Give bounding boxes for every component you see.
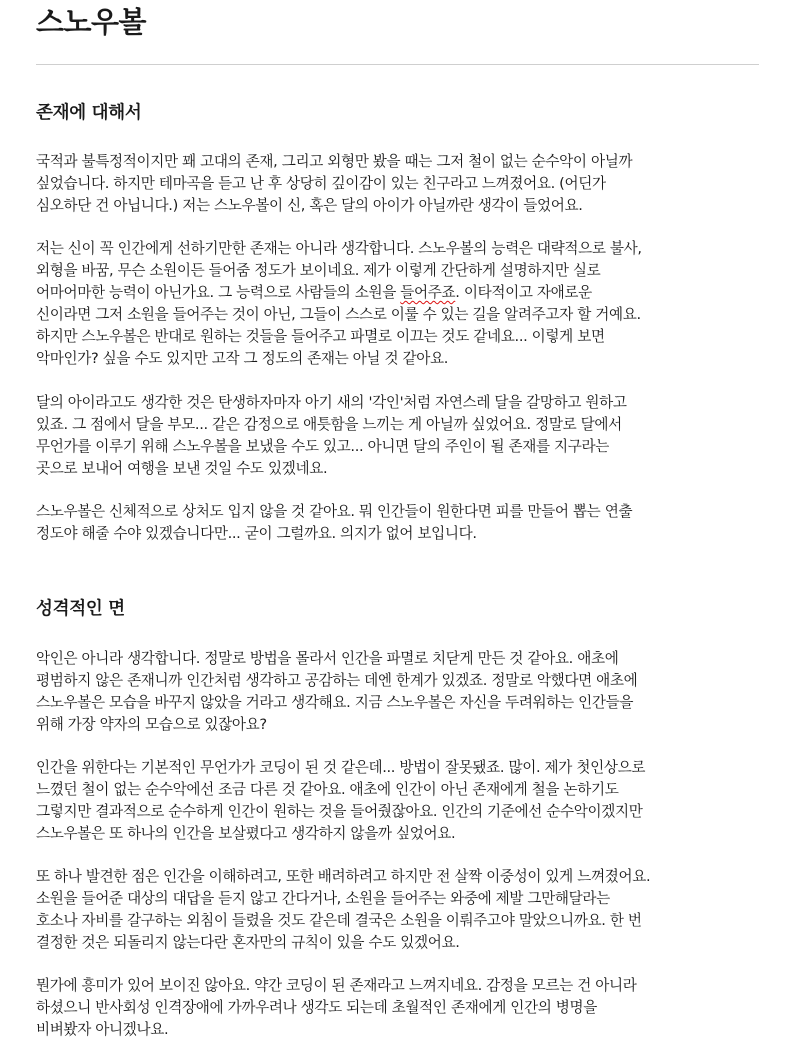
text-line: 스노우볼은 신체적으로 상처도 입지 않을 것 같아요. 뭐 인간들이 원한다면 피를 만들어 뽑는 연출 xyxy=(36,503,633,520)
text-line: 결정한 것은 되돌리지 않는다란 혼자만의 규칙이 있을 수도 있겠어요. xyxy=(36,934,460,951)
paragraph xyxy=(36,975,776,1041)
text-line: 외형을 바꿈, 무슨 소원이든 들어줌 정도가 보이네요. 제가 이렇게 간단하게 설명하지만 실로 xyxy=(36,262,601,279)
text-line: 소원을 들어준 대상의 대답을 듣지 않고 간다거나, 소원을 들어주는 와중에 제발 그만해달라는 xyxy=(36,890,610,907)
text-line: 신이라면 그저 소원을 들어주는 것이 아닌, 그들이 스스로 이룰 수 있는 길을 알려주고자 할 거예요. xyxy=(36,306,641,323)
text-line: 무언가를 이루기 위해 스노우볼을 보냈을 수도 있고... 아니면 달의 주인이 될 존재를 지구라는 xyxy=(36,438,609,455)
text-line: 느꼈던 철이 없는 순수악에선 조금 다른 것 같아요. 애초에 인간이 아닌 존재에게 철을 논하기도 xyxy=(36,781,619,798)
text-line: 위해 가장 약자의 모습으로 있잖아요? xyxy=(36,716,267,733)
text-line: 악마인가? 싶을 수도 있지만 고작 그 정도의 존재는 아닐 것 같아요. xyxy=(36,350,449,367)
text-line: 호소나 자비를 갈구하는 외침이 들렸을 것도 같은데 결국은 소원을 이뤄주고야 말았으니까요. 한 번 xyxy=(36,912,642,929)
text-line: 심오하단 건 아닙니다.) 저는 스노우볼이 신, 혹은 달의 아이가 아닐까란 생각이 들었어요. xyxy=(36,197,583,214)
text-line: 악인은 아니라 생각합니다. 정말로 방법을 몰라서 인간을 파멸로 치닫게 만든 것 같아요. 애초에 xyxy=(36,650,619,667)
text-line: 정도야 해줄 수야 있겠습니다만... 굳이 그럴까요. 의지가 없어 보입니다. xyxy=(36,525,477,542)
text-line: 스노우볼은 모습을 바꾸지 않았을 거라고 생각해요. 지금 스노우볼은 자신을 두려워하는 인간들을 xyxy=(36,694,634,711)
text-line: 비벼봤자 아니겠나요. xyxy=(36,1021,169,1038)
paragraph xyxy=(36,757,776,845)
text-line: 어마어마한 능력이 아닌가요. 그 능력으로 사람들의 소원을 들어주죠. 이타적이고 자애로운 xyxy=(36,284,592,301)
text-line: 하지만 스노우볼은 반대로 원하는 것들을 들어주고 파멸로 이끄는 것도 같네요... 이렇게 보면 xyxy=(36,328,605,345)
text-line: 국적과 불특정적이지만 꽤 고대의 존재, 그리고 외형만 봤을 때는 그저 철이 없는 순수악이 아닐까 xyxy=(36,153,633,170)
text-line: 곳으로 보내어 여행을 보낸 것일 수도 있겠네요. xyxy=(36,460,328,477)
title-divider xyxy=(36,64,759,65)
text-line: 인간을 위한다는 기본적인 무언가가 코딩이 된 것 같은데... 방법이 잘못됐죠. 많이. 제가 첫인상으로 xyxy=(36,759,646,776)
paragraph xyxy=(36,866,776,954)
page-title: 스노우볼 xyxy=(36,5,147,39)
text-line: 싶었습니다. 하지만 테마곡을 듣고 난 후 상당히 깊이감이 있는 친구라고 느껴졌어요. (어딘가 xyxy=(36,175,606,192)
paragraph xyxy=(36,392,776,480)
paragraph xyxy=(36,151,776,217)
paragraph xyxy=(36,648,776,736)
text-line: 달의 아이라고도 생각한 것은 탄생하자마자 아기 새의 '각인'처럼 자연스레 달을 갈망하고 원하고 xyxy=(36,394,627,411)
text-line: 또 하나 발견한 점은 인간을 이해하려고, 또한 배려하려고 하지만 전 살짝 이중성이 있게 느껴졌어요. xyxy=(36,868,651,885)
section-heading-existence: 존재에 대해서 xyxy=(36,103,142,123)
text-line: 평범하지 않은 존재니까 인간처럼 생각하고 공감하는 데엔 한계가 있겠죠. 정말로 악했다면 애초에 xyxy=(36,672,638,689)
paragraph xyxy=(36,238,776,370)
text-line: 그렇지만 결과적으로 순수하게 인간이 원하는 것을 들어줬잖아요. 인간의 기준에선 순수악이겠지만 xyxy=(36,803,643,820)
text-line: 하셨으니 반사회성 인격장애에 가까우려나 생각도 되는데 초월적인 존재에게 인간의 병명을 xyxy=(36,999,598,1016)
spellcheck-underline: 들어주죠 xyxy=(400,284,456,301)
text-line: 있죠. 그 점에서 달을 부모... 같은 감정으로 애틋함을 느끼는 게 아닐까 싶었어요. 정말로 달에서 xyxy=(36,416,622,433)
text-line: 저는 신이 꼭 인간에게 선하기만한 존재는 아니라 생각합니다. 스노우볼의 능력은 대략적으로 불사, xyxy=(36,240,642,257)
paragraph xyxy=(36,501,776,545)
text-line: 뭔가에 흥미가 있어 보이진 않아요. 약간 코딩이 된 존재라고 느껴지네요. 감정을 모르는 건 아니라 xyxy=(36,977,637,994)
text-line: 스노우볼은 또 하나의 인간을 보살폈다고 생각하지 않을까 싶었어요. xyxy=(36,825,456,842)
section-heading-personality: 성격적인 면 xyxy=(36,599,125,619)
